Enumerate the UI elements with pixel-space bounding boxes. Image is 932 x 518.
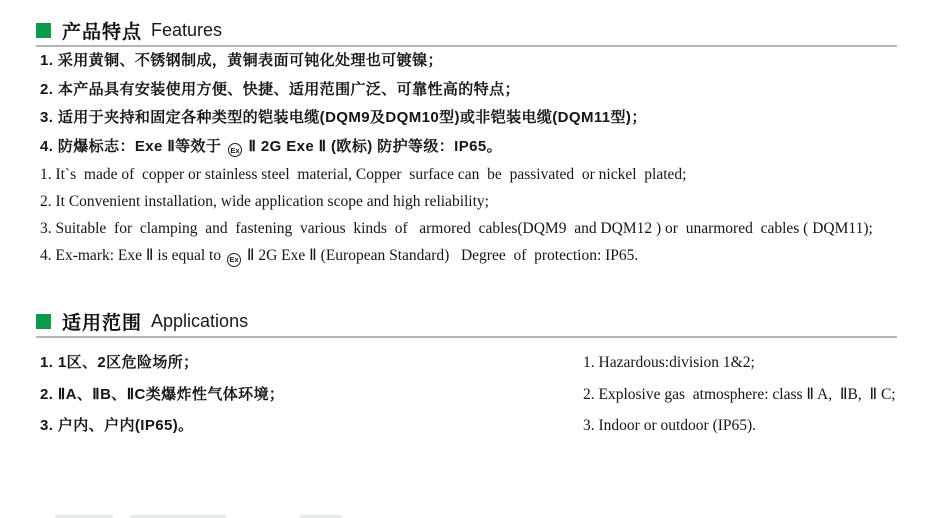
feature-item-zh-4-post: Ⅱ 2G Exe Ⅱ (欧标) 防护等级：IP65。 [248, 137, 503, 155]
ex-mark-icon: Ex [228, 143, 242, 157]
features-list-zh [0, 47, 932, 161]
application-item-zh-3: 3. 户内、户内(IP65)。 [40, 417, 194, 434]
applications-list-zh [0, 347, 543, 442]
feature-item-en-2: 2. It Convenient installation, wide application scope and high reliability; [40, 193, 489, 210]
features-title-en: Features [151, 19, 223, 40]
application-item-en-3: 3. Indoor or outdoor (IP65). [583, 417, 757, 434]
feature-item-en-4 [40, 242, 932, 269]
feature-item-en-4-post: Ⅱ 2G Exe Ⅱ (European Standard) Degree of protection: IP65. [246, 247, 639, 264]
feature-item-zh-1: 1. 采用黄铜、不锈钢制成，黄铜表面可钝化处理也可镀镍； [40, 52, 443, 69]
section-divider [36, 336, 897, 338]
feature-item-en-3: 3. Suitable for clamping and fastening various kinds of armored cables(DQM9 and DQM12 ) or unarmored cables ( DQM11); [40, 220, 873, 237]
features-section-header [36, 0, 896, 42]
feature-item-zh-4 [40, 133, 932, 162]
feature-item-zh-2: 2. 本产品具有安装使用方便、快捷、适用范围广泛、可靠性高的特点； [40, 80, 520, 98]
application-item-zh-1: 1. 1区、2区危险场所； [40, 354, 199, 371]
application-item-zh-2: 2. ⅡA、ⅡB、ⅡC类爆炸性气体环境； [40, 385, 285, 403]
features-title-zh: 产品特点 [62, 21, 143, 43]
applications-list-en [543, 347, 932, 442]
applications-title-zh: 适用范围 [62, 312, 143, 334]
features-list-en [0, 161, 932, 269]
applications-columns [0, 347, 932, 442]
feature-item-zh-4-pre: 4. 防爆标志：Exe Ⅱ等效于 [40, 137, 222, 155]
application-item-en-2: 2. Explosive gas atmosphere: class Ⅱ A, ⅡB, Ⅱ C; [583, 385, 896, 403]
section-bullet-icon [36, 23, 51, 38]
ex-mark-icon: Ex [227, 253, 241, 267]
applications-section-header [36, 309, 896, 333]
feature-item-zh-3: 3. 适用于夹持和固定各种类型的铠装电缆(DQM9及DQM10型)或非铠装电缆(DQM11型)； [40, 109, 647, 126]
applications-title-en: Applications [151, 310, 249, 331]
application-item-en-1: 1. Hazardous:division 1&2; [583, 354, 755, 371]
feature-item-en-4-pre: 4. Ex-mark: Exe Ⅱ is equal to [40, 247, 222, 264]
feature-item-en-1: 1. It`s made of copper or stainless steel material, Copper surface can be passivated or nickel plated; [40, 166, 687, 183]
section-bullet-icon [36, 314, 51, 329]
